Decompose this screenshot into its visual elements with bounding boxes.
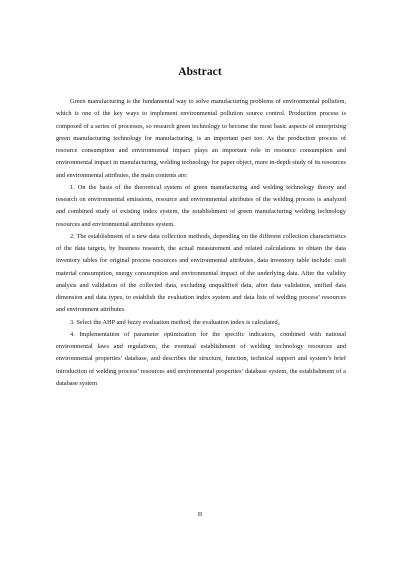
paragraph-item-2: 2. The establishment of a new data collection methods, depending on the different collection characteristics of the data targets, by business research, the actual measurement and related calculations to obtain the data inventory tables for original process resources and environmental attributes, data inventory table include: craft material consumption, energy consumption and environmental impact of the underlying data. After the validity analysis and validation of the collected data, excluding unqualified data, after data validation, unified data dimension and data types, to establish the evaluation index system and data lists of welding process’ resources and environment attributes. (56, 232, 346, 314)
page-title: Abstract (178, 66, 222, 78)
paragraph-item-1: 1. On the basis of the theoretical system of green manufacturing and welding technology theory and research on environmental emissions, resource and environmental attributes of the welding process is analyzed and combined study of existing index system, the establishment of green manufacturing welding technology resources and environmental attributes system. (56, 183, 346, 228)
paragraph-item-3: 3. Select the AHP and fuzzy evaluation method, the evaluation index is calculated。 (70, 318, 284, 326)
paragraph-intro: Green manufacturing is the fundamental way to solve manufacturing problems of environmental pollution, which is one of the key ways to implement environmental pollution source control. Production process is composed of a series of processes, so research green technology to become the most basic aspects of enterprising green manufacturing technology for manufacturing, is an important part too. As the production process of resource consumption and environmental impact plays an important role in resource consumption and environmental impact in manufacturing, welding technology for paper object, more in-depth study of its resources and environmental attributes, the main contents are: (56, 98, 346, 179)
page-number: II (197, 511, 203, 518)
abstract-body (56, 96, 346, 390)
paragraph-item-4: 4. Implementation of parameter optimization for the specific indicators, combined with national environmental laws and regulations, the eventual establishment of welding technology resources and environmental properties’ database, and describes the structure, function, technical support and system’s brief introduction of welding process’ resources and environmental properties’ database system, the establishment of a database system (56, 330, 346, 387)
